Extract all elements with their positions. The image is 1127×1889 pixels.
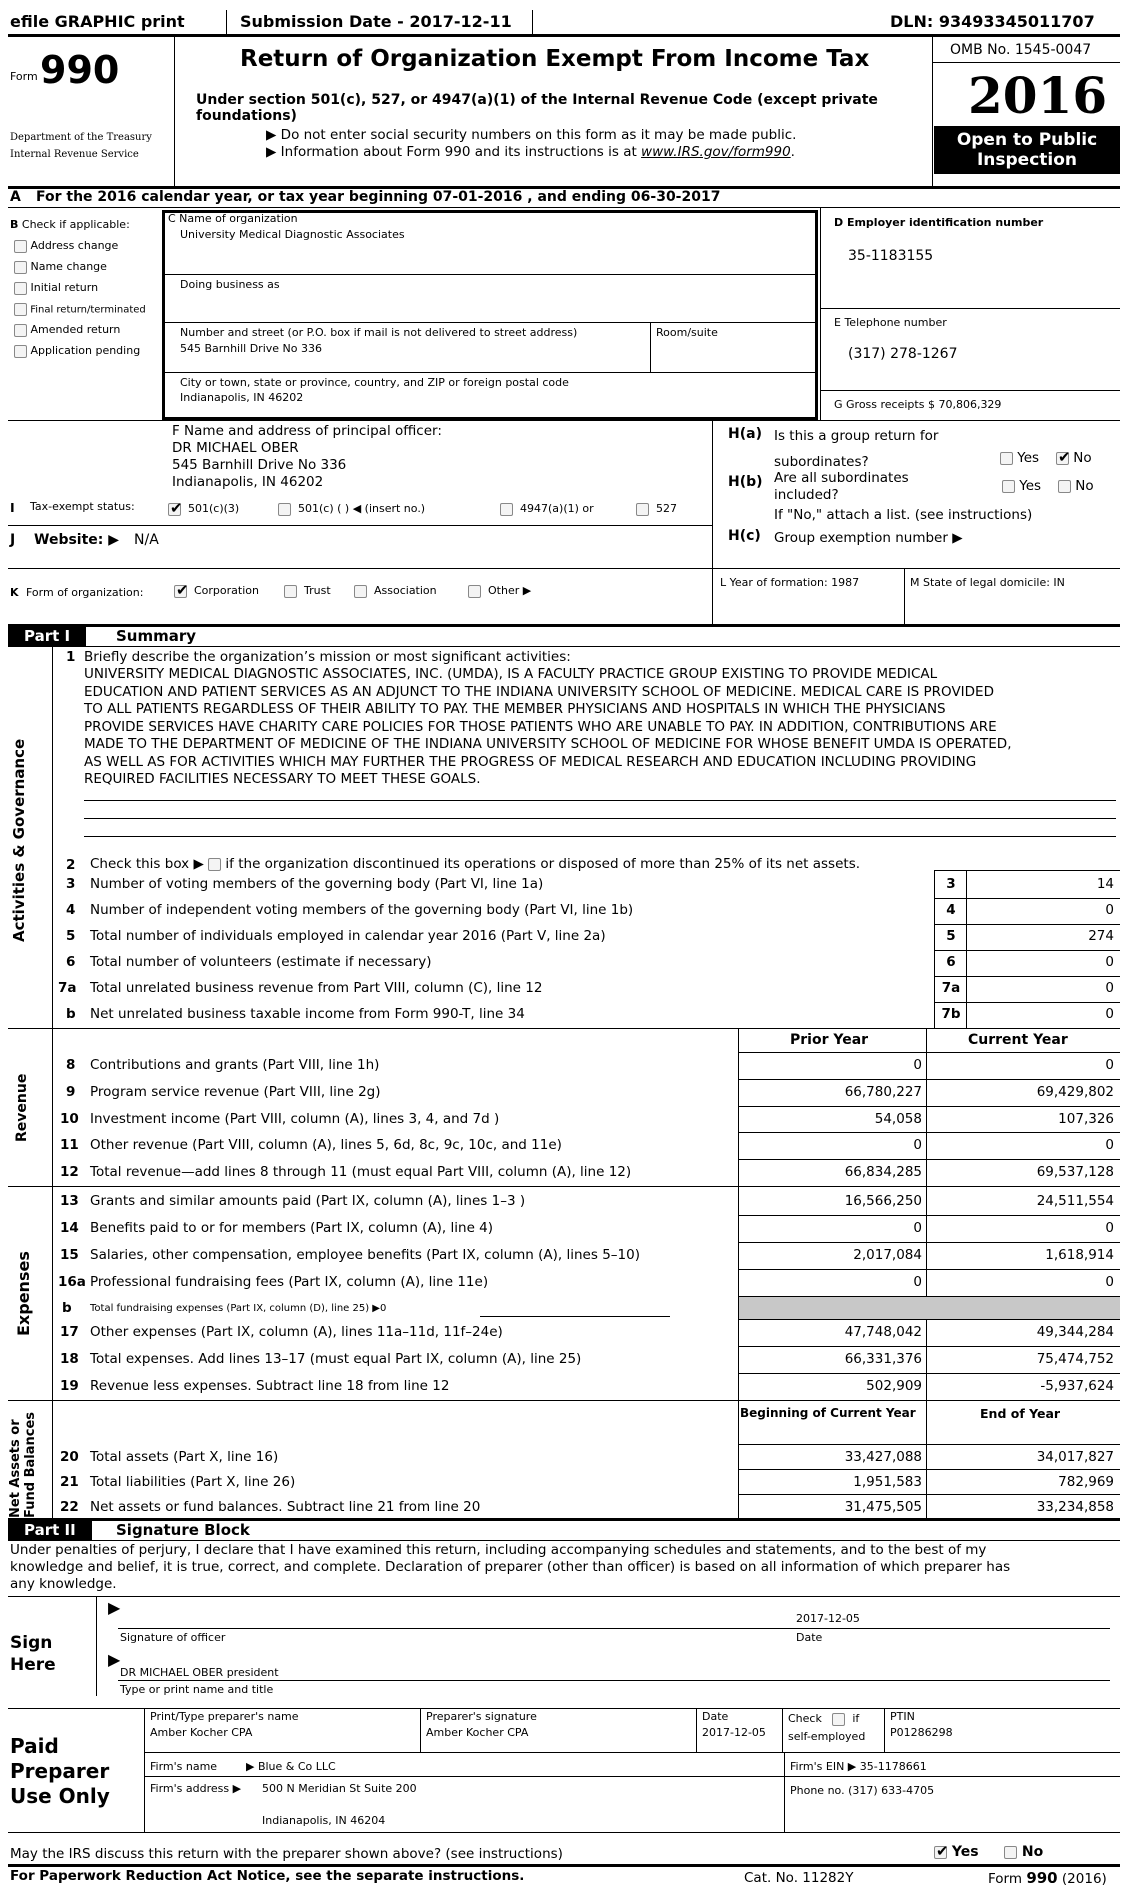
checkbox[interactable] [1000, 452, 1013, 465]
col-end-year: End of Year [980, 1406, 1061, 1421]
checkbox[interactable] [14, 261, 27, 274]
line-value: 14 [1096, 876, 1114, 892]
check-name-change[interactable]: Name change [14, 260, 107, 274]
firm-name: ▶ Blue & Co LLC [246, 1760, 336, 1773]
current-year-value: 24,511,554 [1036, 1193, 1114, 1209]
line-a-tax-year: For the 2016 calendar year, or tax year beginning 07-01-2016 , and ending 06-30-2017 [36, 189, 721, 205]
line-description: Total revenue—add lines 8 through 11 (must equal Part VIII, column (A), line 12) [90, 1164, 632, 1181]
current-year-value: -5,937,624 [1040, 1378, 1114, 1394]
paid-preparer-label: Paid Preparer Use Only [10, 1734, 110, 1808]
line-description: Grants and similar amounts paid (Part IX, column (A), lines 1–3 ) [90, 1193, 526, 1209]
c-name-label: C Name of organization [168, 212, 298, 225]
line-box-number: 6 [946, 954, 956, 970]
line-number: 7a [58, 980, 77, 996]
prior-year-value: 1,951,583 [853, 1474, 922, 1490]
line-description: Total unrelated business revenue from Part VIII, column (C), line 12 [90, 980, 543, 996]
discuss-yes[interactable]: ✔ Yes [934, 1844, 979, 1860]
current-year-value: 69,429,802 [1036, 1083, 1114, 1100]
row-rule [738, 1132, 1120, 1133]
line-description: Total number of volunteers (estimate if necessary) [90, 954, 432, 970]
f-officer-label: F Name and address of principal officer: [172, 423, 442, 439]
year-of-formation: L Year of formation: 1987 [720, 576, 860, 589]
perjury-statement: Under penalties of perjury, I declare that I have examined this return, including accompanying schedules and statements, and to the best of my knowledge and belief, it is true, correct, and complete. Declaration of preparer (other than officer) is based on all information of which preparer has any knowledge. [10, 1542, 1011, 1592]
city-label: City or town, state or province, country, and ZIP or foreign postal code [180, 376, 569, 389]
checkbox[interactable] [14, 240, 27, 253]
row-rule [738, 1269, 1120, 1270]
row-rule [738, 1494, 1120, 1495]
prior-year-value: 502,909 [866, 1378, 922, 1394]
discuss-question: May the IRS discuss this return with the preparer shown above? (see instructions) [10, 1846, 563, 1862]
checkbox[interactable] [354, 585, 367, 598]
check-application-pending[interactable]: Application pending [14, 344, 140, 358]
side-net-assets: Net Assets or Fund Balances [8, 1412, 38, 1518]
col-beginning-year: Beginning of Current Year [740, 1406, 916, 1420]
preparer-signature-label: Preparer's signature [426, 1710, 537, 1723]
form-word: Form [10, 70, 38, 83]
dba-label: Doing business as [180, 278, 280, 291]
line-number: 17 [60, 1324, 79, 1340]
org-trust[interactable]: Trust [284, 584, 331, 598]
line-box-number: 5 [946, 928, 956, 944]
gross-receipts: G Gross receipts $ 70,806,329 [834, 398, 1002, 411]
check-amended-return[interactable]: Amended return [14, 323, 120, 337]
prior-year-value: 33,427,088 [844, 1449, 922, 1465]
current-year-value: 107,326 [1058, 1110, 1114, 1127]
current-year-value: 75,474,752 [1036, 1351, 1114, 1367]
prior-year-value: 2,017,084 [853, 1247, 922, 1263]
line-box-number: 7a [941, 980, 961, 996]
line-number: 20 [60, 1449, 79, 1465]
part-1-label: Part I [8, 626, 86, 646]
row-rule [738, 1215, 1120, 1216]
line-number: 6 [66, 954, 76, 970]
line-description: Professional fundraising fees (Part IX, column (A), line 11e) [90, 1274, 489, 1290]
line-j: J [10, 532, 16, 548]
website-label: Website: ▶ [34, 532, 120, 548]
row-rule [738, 1469, 1120, 1470]
line-a-label: A [10, 189, 21, 205]
prior-year-value: 31,475,505 [844, 1499, 922, 1515]
line-description: Number of voting members of the governing body (Part VI, line 1a) [90, 876, 544, 892]
row-rule [738, 1159, 1120, 1160]
line-number: 15 [60, 1247, 79, 1263]
row-rule [934, 898, 1120, 899]
form-of-org-label: Form of organization: [26, 586, 144, 599]
prior-year-value: 66,834,285 [844, 1164, 922, 1181]
org-corporation[interactable]: ✔ Corporation [174, 584, 259, 598]
side-revenue: Revenue [14, 1073, 30, 1142]
paperwork-notice: For Paperwork Reduction Act Notice, see the separate instructions. [10, 1868, 525, 1884]
ssn-warning: ▶ Do not enter social security numbers on this form as it may be made public. [266, 127, 797, 143]
checkbox[interactable] [278, 503, 291, 516]
date-label: Date [796, 1631, 823, 1644]
discuss-no[interactable]: No [1004, 1844, 1043, 1860]
cat-number: Cat. No. 11282Y [744, 1870, 854, 1886]
check-final-return[interactable]: Final return/terminated [14, 303, 146, 316]
line-description: Contributions and grants (Part VIII, line 1h) [90, 1057, 380, 1073]
open-to-public-box: Open to Public Inspection [934, 126, 1120, 174]
line-number: 10 [60, 1110, 79, 1127]
preparer-name-label: Print/Type preparer's name [150, 1710, 299, 1723]
line-box-number: 7b [941, 1006, 961, 1022]
tax-exempt-label: Tax-exempt status: [30, 500, 135, 513]
current-year-value: 1,618,914 [1045, 1247, 1114, 1263]
row-rule [738, 1106, 1120, 1107]
check-initial-return[interactable]: Initial return [14, 281, 98, 295]
line-2: Check this box ▶ if the organization discontinued its operations or disposed of more than 25% of its net assets. [90, 856, 861, 872]
officer-address-1: 545 Barnhill Drive No 336 [172, 457, 347, 473]
line-value: 0 [1105, 1006, 1114, 1022]
ptin-label: PTIN [890, 1710, 915, 1723]
dept-treasury: Department of the Treasury [10, 132, 152, 143]
col-current-year: Current Year [968, 1032, 1068, 1048]
hb-note: If "No," attach a list. (see instructions) [774, 507, 1033, 523]
hb-text-1: Are all subordinates [774, 470, 909, 486]
irs-name: Internal Revenue Service [10, 149, 139, 160]
line-description: Net assets or fund balances. Subtract line 21 from line 20 [90, 1499, 481, 1515]
checkbox[interactable] [14, 324, 27, 337]
form-subtitle-1: Under section 501(c), 527, or 4947(a)(1) of the Internal Revenue Code (except private [196, 92, 878, 108]
line-value: 0 [1105, 980, 1114, 996]
website-value: N/A [134, 532, 159, 548]
row-rule [738, 1373, 1120, 1374]
current-year-value: 33,234,858 [1036, 1499, 1114, 1515]
signature-date: 2017-12-05 [796, 1612, 860, 1625]
line-description: Total liabilities (Part X, line 26) [90, 1474, 296, 1490]
form-footer: Form 990 (2016) [988, 1869, 1107, 1887]
prior-year-value: 0 [913, 1137, 922, 1154]
checkbox[interactable] [832, 1713, 845, 1726]
line-description: Other revenue (Part VIII, column (A), lines 5, 6d, 8c, 9c, 10c, and 11e) [90, 1137, 562, 1154]
firm-name-label: Firm's name [150, 1760, 218, 1773]
status-4947[interactable]: 4947(a)(1) or [500, 502, 594, 516]
checkbox[interactable] [1002, 480, 1015, 493]
checkbox[interactable] [14, 282, 27, 295]
line-value: 274 [1088, 928, 1114, 944]
current-year-value: 69,537,128 [1036, 1164, 1114, 1181]
line-number: 19 [60, 1378, 79, 1394]
line-description: Total expenses. Add lines 13–17 (must equal Part IX, column (A), line 25) [90, 1351, 582, 1367]
self-employed-check[interactable]: Check if self-employed [788, 1712, 866, 1743]
preparer-date-label: Date [702, 1710, 729, 1723]
section-b-label: B Check if applicable: [10, 218, 130, 231]
checkbox[interactable] [14, 345, 27, 358]
line-number: 22 [60, 1499, 79, 1515]
e-phone-label: E Telephone number [834, 316, 947, 329]
firm-phone: Phone no. (317) 633-4705 [790, 1784, 935, 1797]
line-i: I [10, 500, 15, 515]
part-2-label: Part II [8, 1520, 92, 1540]
org-name: University Medical Diagnostic Associates [180, 228, 405, 241]
officer-name-title: DR MICHAEL OBER president [120, 1666, 279, 1679]
line-description: Benefits paid to or for members (Part IX, column (A), line 4) [90, 1220, 494, 1236]
hb-text-2: included? [774, 487, 839, 503]
line-number: 16a [58, 1274, 86, 1290]
line-number: 11 [60, 1137, 79, 1154]
current-year-value: 34,017,827 [1036, 1449, 1114, 1465]
part-1-title: Summary [116, 627, 197, 645]
line-number: 3 [66, 876, 76, 892]
checkbox[interactable] [14, 303, 27, 316]
row-rule [934, 924, 1120, 925]
row-rule [738, 1242, 1120, 1243]
prior-year-value: 0 [913, 1220, 922, 1236]
line-number: 18 [60, 1351, 79, 1367]
d-ein-label: D Employer identification number [834, 216, 1044, 229]
status-501c3[interactable]: ✔ 501(c)(3) [168, 502, 239, 516]
checkbox[interactable] [168, 503, 181, 516]
preparer-date: 2017-12-05 [702, 1726, 766, 1739]
dln: DLN: 93493345011707 [890, 12, 1095, 31]
prior-year-value: 0 [913, 1057, 922, 1073]
line-description: Salaries, other compensation, employee benefits (Part IX, column (A), lines 5–10) [90, 1247, 640, 1263]
checkbox[interactable] [1058, 480, 1071, 493]
line-description: Revenue less expenses. Subtract line 18 from line 12 [90, 1378, 450, 1394]
hb-no[interactable]: No [1058, 478, 1094, 494]
checkbox[interactable] [500, 503, 513, 516]
discontinued-checkbox[interactable] [208, 858, 221, 871]
phone-value: (317) 278-1267 [848, 346, 958, 362]
line-k: K [10, 586, 19, 599]
submission-date: Submission Date - 2017-12-11 [240, 12, 512, 31]
line-number: 9 [66, 1083, 76, 1100]
form-subtitle-2: foundations) [196, 108, 297, 124]
firm-ein: Firm's EIN ▶ 35-1178661 [790, 1760, 927, 1773]
room-suite-label: Room/suite [656, 326, 718, 339]
state-of-domicile: M State of legal domicile: IN [910, 576, 1065, 589]
line-description: Investment income (Part VIII, column (A), lines 3, 4, and 7d ) [90, 1110, 500, 1127]
row-rule [934, 950, 1120, 951]
side-expenses: Expenses [14, 1251, 33, 1336]
ptin-value: P01286298 [890, 1726, 953, 1739]
org-street: 545 Barnhill Drive No 336 [180, 342, 322, 355]
checkbox[interactable] [1056, 452, 1069, 465]
prior-year-value: 66,331,376 [844, 1351, 922, 1367]
prior-year-value: 54,058 [874, 1110, 922, 1127]
checkbox[interactable] [934, 1846, 947, 1859]
current-year-value: 0 [1105, 1274, 1114, 1290]
hb-label: H(b) [728, 474, 763, 490]
checkbox[interactable] [174, 585, 187, 598]
row-rule [738, 1346, 1120, 1347]
officer-name: DR MICHAEL OBER [172, 440, 299, 456]
line-box-number: 3 [946, 876, 956, 892]
line-number: 12 [60, 1164, 79, 1181]
col-prior-year: Prior Year [790, 1032, 869, 1048]
org-city: Indianapolis, IN 46202 [180, 391, 304, 404]
row-rule [934, 976, 1120, 977]
irs-info: ▶ Information about Form 990 and its instructions is at www.IRS.gov/form990. [266, 144, 795, 160]
checkbox[interactable] [1004, 1846, 1017, 1859]
omb-number: OMB No. 1545-0047 [950, 42, 1092, 58]
signature-of-officer-label: Signature of officer [120, 1631, 226, 1644]
row-rule [738, 1079, 1120, 1080]
check-address-change[interactable]: Address change [14, 239, 118, 253]
line-number: 21 [60, 1474, 79, 1490]
firm-address-2: Indianapolis, IN 46204 [262, 1814, 386, 1827]
status-501c[interactable]: 501(c) ( ) ◀ (insert no.) [278, 502, 425, 516]
line-description: Program service revenue (Part VIII, line 2g) [90, 1083, 381, 1100]
prior-year-value: 0 [913, 1274, 922, 1290]
line-value: 0 [1105, 902, 1114, 918]
line-value: 0 [1105, 954, 1114, 970]
line-number: 14 [60, 1220, 79, 1236]
status-527[interactable]: 527 [636, 502, 677, 516]
current-year-value: 0 [1105, 1057, 1114, 1073]
checkbox[interactable] [636, 503, 649, 516]
tax-year: 2016 [968, 66, 1108, 125]
org-association[interactable]: Association [354, 584, 437, 598]
ein-value: 35-1183155 [848, 248, 934, 264]
line-number: 5 [66, 928, 76, 944]
line-description: Other expenses (Part IX, column (A), lines 11a–11d, 11f–24e) [90, 1324, 503, 1340]
line-description: Total number of individuals employed in calendar year 2016 (Part V, line 2a) [90, 928, 606, 944]
form-number: 990 [40, 48, 120, 92]
row-rule [934, 1002, 1120, 1003]
current-year-value: 0 [1105, 1137, 1114, 1154]
ha-no[interactable]: ✔ No [1056, 450, 1092, 466]
mission-text: UNIVERSITY MEDICAL DIAGNOSTIC ASSOCIATES, INC. (UMDA), IS A FACULTY PRACTICE GROUP EXISTING TO PROVIDE MEDICAL EDUCATION AND PATIENT SERVICES AS AN ADJUNCT TO THE INDIANA UNIVERSITY SCHOOL OF MEDICINE. MEDICAL CARE IS PROVIDED TO ALL PATIENTS REGARDLESS OF THEIR ABILITY TO PAY. THE MEMBER PHYSICIANS AND HOSPITALS IN WHICH THE PHYSICIANS PROVIDE SERVICES HAVE CHARITY CARE POLICIES FOR THOSE PATIENTS WHO ARE UNABLE TO PAY. IN ADDITION, CONTRIBUTIONS ARE MADE TO THE DEPARTMENT OF MEDICINE OF THE INDIANA UNIVERSITY SCHOOL OF MEDICINE FOR WHOSE BENEFIT UMDA IS OPERATED, AS WELL AS FOR ACTIVITIES WHICH MAY FURTHER THE PROGRESS OF MEDICAL RESEARCH AND EDUCATION INCLUDING PROVIDING REQUIRED FACILITIES NECESSARY TO MEET THESE GOALS. [84, 666, 1012, 787]
line-description: Total assets (Part X, line 16) [90, 1449, 279, 1465]
firm-address-1: 500 N Meridian St Suite 200 [262, 1782, 417, 1795]
prior-year-value: 66,780,227 [844, 1083, 922, 1100]
prior-year-value: 16,566,250 [844, 1193, 922, 1209]
current-year-value: 782,969 [1058, 1474, 1114, 1490]
line-box-number: 4 [946, 902, 956, 918]
side-governance: Activities & Governance [10, 738, 28, 942]
preparer-signature: Amber Kocher CPA [426, 1726, 529, 1739]
ha-yes[interactable]: Yes [1000, 450, 1039, 466]
preparer-name: Amber Kocher CPA [150, 1726, 253, 1739]
line-number: 13 [60, 1193, 79, 1209]
current-year-value: 0 [1105, 1220, 1114, 1236]
hb-yes[interactable]: Yes [1002, 478, 1041, 494]
line-description: Number of independent voting members of the governing body (Part VI, line 1b) [90, 902, 634, 918]
street-label: Number and street (or P.O. box if mail is not delivered to street address) [180, 326, 578, 339]
efile-label: efile GRAPHIC print [10, 12, 185, 31]
ha-text-1: Is this a group return for [774, 428, 939, 444]
checkbox[interactable] [284, 585, 297, 598]
ha-text-2: subordinates? [774, 454, 869, 470]
line-number: b [66, 1006, 76, 1022]
org-other[interactable]: Other ▶ [468, 584, 531, 598]
line-number: 8 [66, 1057, 76, 1073]
firm-address-label: Firm's address ▶ [150, 1782, 242, 1795]
officer-address-2: Indianapolis, IN 46202 [172, 474, 324, 490]
form-title: Return of Organization Exempt From Income Tax [240, 46, 870, 72]
checkbox[interactable] [468, 585, 481, 598]
line-description: Net unrelated business taxable income from Form 990-T, line 34 [90, 1006, 525, 1022]
line-number: 4 [66, 902, 76, 918]
line-16b: Total fundraising expenses (Part IX, column (D), line 25) ▶0 [90, 1303, 387, 1314]
prior-year-value: 47,748,042 [844, 1324, 922, 1340]
sign-here: Sign Here [10, 1633, 56, 1675]
hc-label: H(c) [728, 528, 761, 544]
current-year-value: 49,344,284 [1036, 1324, 1114, 1340]
ha-label: H(a) [728, 426, 762, 442]
line-1-label: Briefly describe the organization’s mission or most significant activities: [84, 649, 571, 665]
irs-link[interactable]: www.IRS.gov/form990 [641, 144, 791, 160]
part-2-title: Signature Block [116, 1521, 250, 1539]
hc-text: Group exemption number ▶ [774, 530, 963, 546]
name-title-label: Type or print name and title [120, 1683, 274, 1696]
